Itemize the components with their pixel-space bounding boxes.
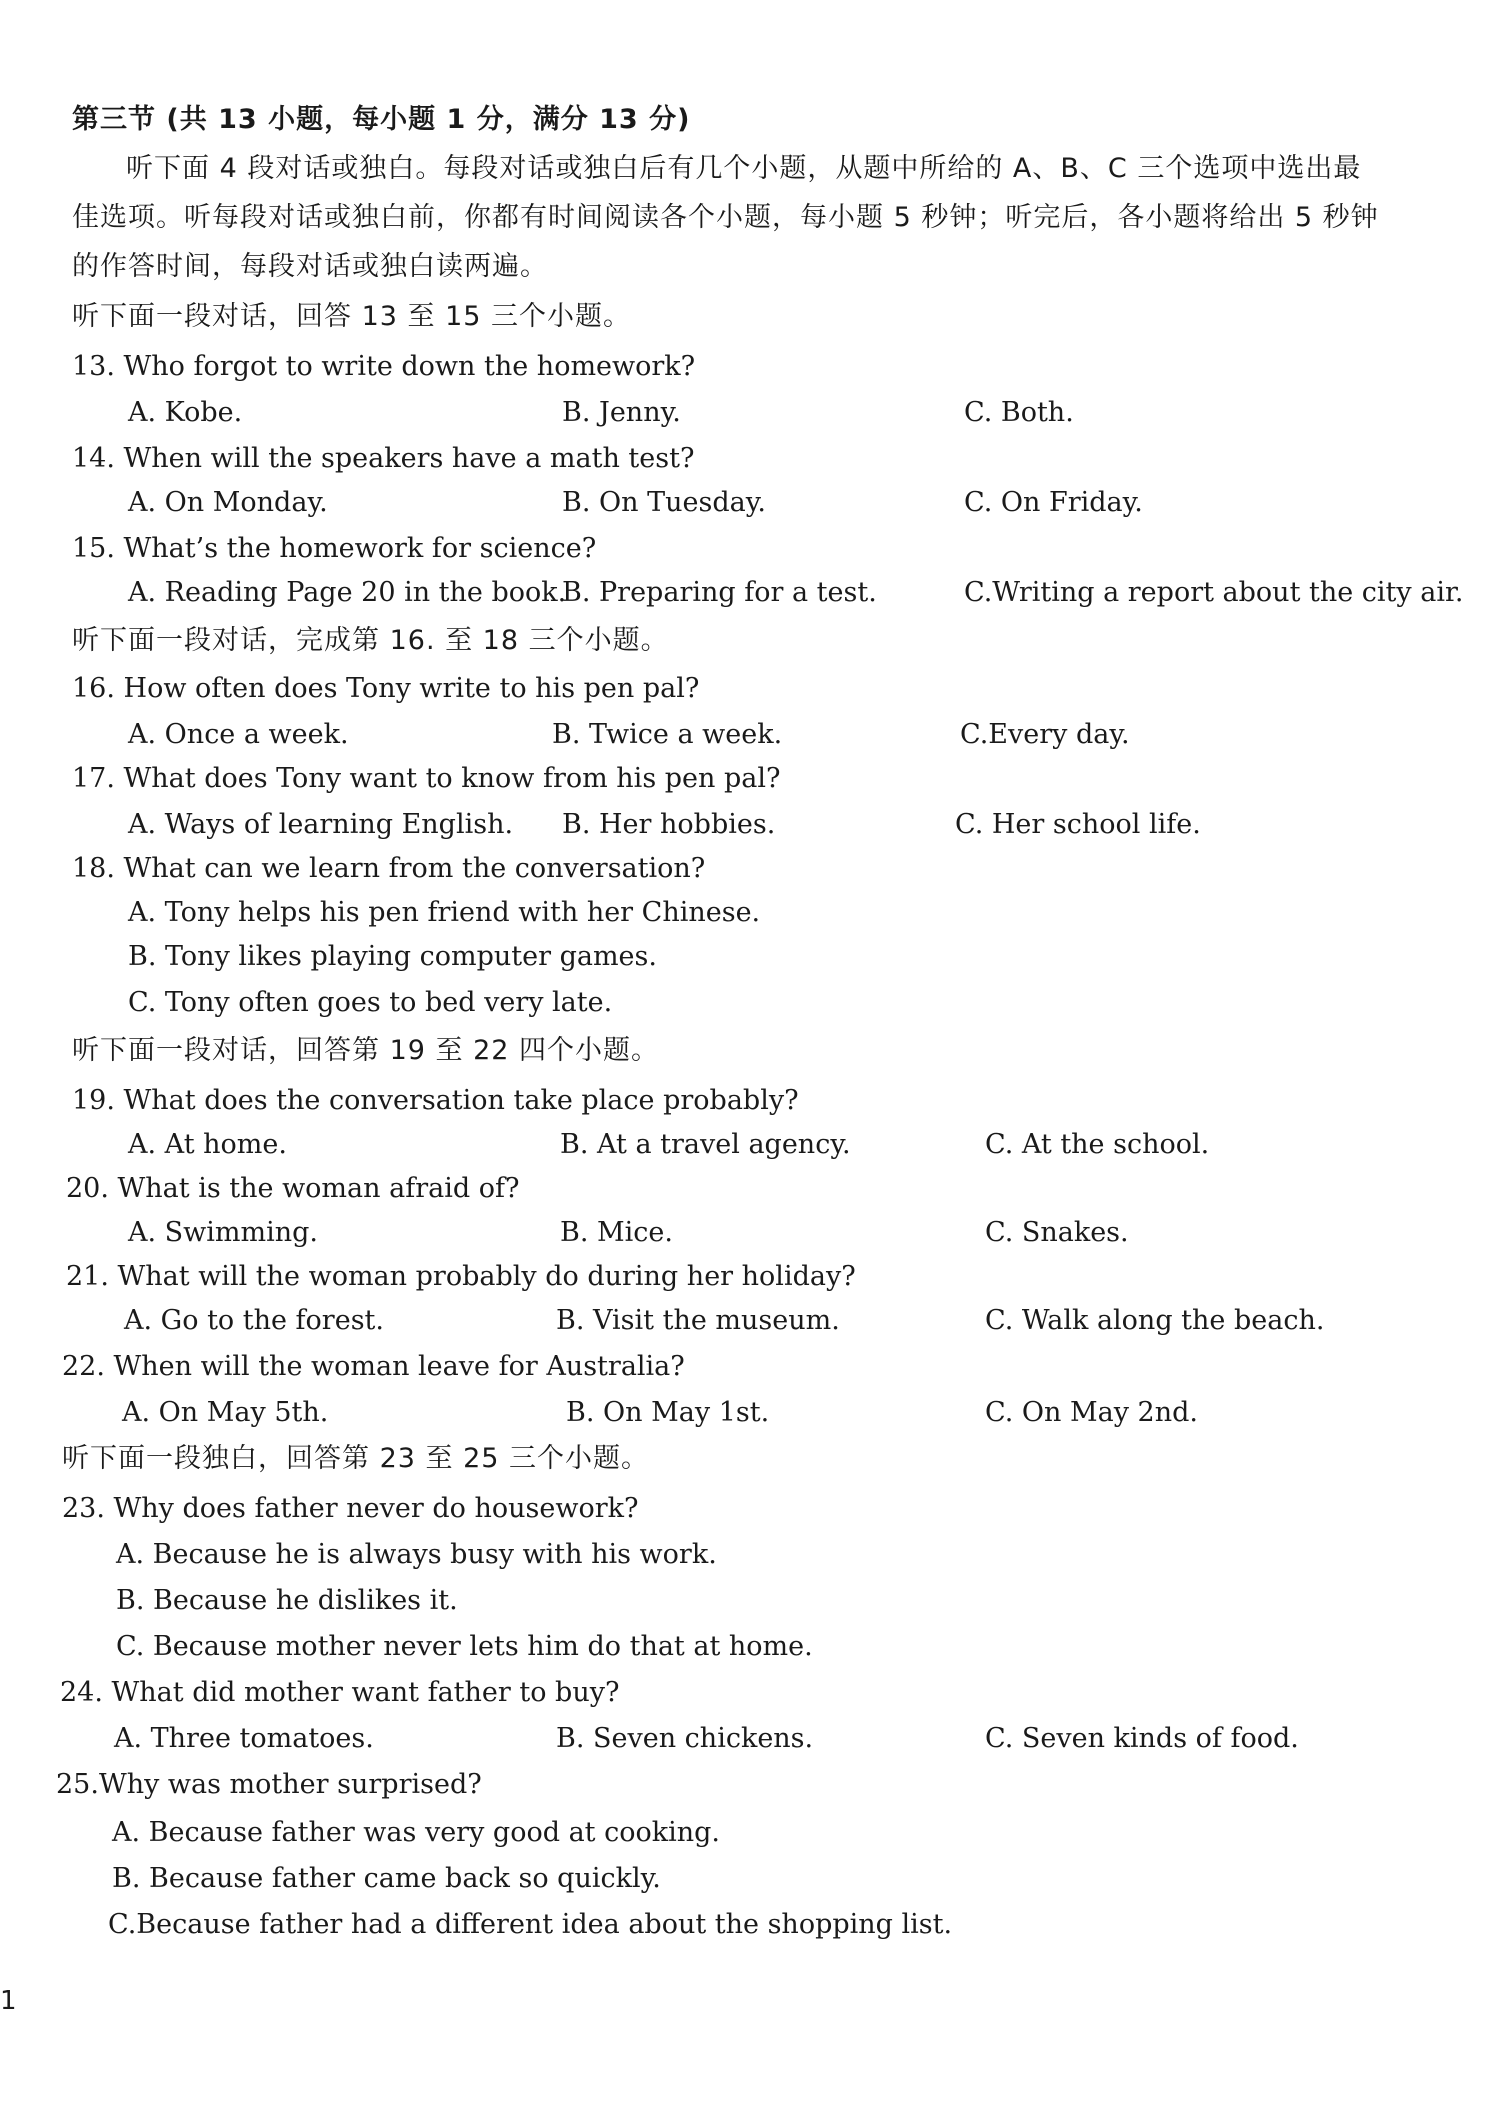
option-22-c: C. On May 2nd. (985, 1397, 1198, 1428)
group-intro: 听下面一段对话，回答 13 至 15 三个小题。 (72, 301, 632, 332)
question-16: 16. How often does Tony write to his pen pal? (72, 673, 700, 704)
option-21-c: C. Walk along the beach. (985, 1305, 1325, 1336)
option-21-a: A. Go to the forest. (124, 1305, 384, 1336)
question-25: 25.Why was mother surprised? (56, 1769, 482, 1800)
question-24: 24. What did mother want father to buy? (60, 1677, 620, 1708)
option-13-a: A. Kobe. (128, 397, 243, 428)
option-15-b: B. Preparing for a test. (562, 577, 877, 608)
option-24-a: A. Three tomatoes. (114, 1723, 374, 1754)
option-17-a: A. Ways of learning English. (128, 809, 514, 840)
option-19-a: A. At home. (128, 1129, 287, 1160)
option-19-b: B. At a travel agency. (560, 1129, 851, 1160)
option-14-c: C. On Friday. (964, 487, 1143, 518)
option-22-a: A. On May 5th. (122, 1397, 329, 1428)
question-14: 14. When will the speakers have a math test? (72, 443, 695, 474)
option-16-b: B. Twice a week. (552, 719, 783, 750)
option-16-a: A. Once a week. (128, 719, 349, 750)
question-13: 13. Who forgot to write down the homework? (72, 351, 696, 382)
option-15-a: A. Reading Page 20 in the book. (128, 577, 567, 608)
question-23: 23. Why does father never do housework? (62, 1493, 639, 1524)
option-25-b: B. Because father came back so quickly. (112, 1863, 661, 1894)
page-number: 1 (0, 1986, 17, 2016)
option-17-b: B. Her hobbies. (562, 809, 776, 840)
instruction-line: 佳选项。听每段对话或独白前，你都有时间阅读各个小题，每小题 5 秒钟；听完后，各小题将给出 5 秒钟 (72, 202, 1379, 233)
section-title: 第三节 (共 13 小题，每小题 1 分，满分 13 分) (72, 104, 691, 135)
option-19-c: C. At the school. (985, 1129, 1210, 1160)
option-13-c: C. Both. (964, 397, 1074, 428)
option-23-c: C. Because mother never lets him do that at home. (116, 1631, 813, 1662)
group-intro: 听下面一段对话，完成第 16. 至 18 三个小题。 (72, 625, 669, 656)
option-22-b: B. On May 1st. (566, 1397, 770, 1428)
option-16-c: C.Every day. (960, 719, 1130, 750)
question-18: 18. What can we learn from the conversation? (72, 853, 706, 884)
group-intro: 听下面一段对话，回答第 19 至 22 四个小题。 (72, 1035, 660, 1066)
option-14-a: A. On Monday. (128, 487, 328, 518)
option-15-c: C.Writing a report about the city air. (964, 577, 1464, 608)
question-15: 15. What’s the homework for science? (72, 533, 597, 564)
option-17-c: C. Her school life. (955, 809, 1201, 840)
option-25-c: C.Because father had a different idea about the shopping list. (108, 1909, 953, 1940)
option-24-b: B. Seven chickens. (556, 1723, 814, 1754)
question-21: 21. What will the woman probably do during her holiday? (66, 1261, 856, 1292)
instruction-line: 的作答时间，每段对话或独白读两遍。 (72, 251, 548, 282)
group-intro: 听下面一段独白，回答第 23 至 25 三个小题。 (62, 1443, 650, 1474)
question-17: 17. What does Tony want to know from his pen pal? (72, 763, 781, 794)
option-23-a: A. Because he is always busy with his work. (116, 1539, 717, 1570)
option-18-b: B. Tony likes playing computer games. (128, 941, 657, 972)
option-23-b: B. Because he dislikes it. (116, 1585, 458, 1616)
question-20: 20. What is the woman afraid of? (66, 1173, 520, 1204)
option-20-b: B. Mice. (560, 1217, 673, 1248)
question-19: 19. What does the conversation take place probably? (72, 1085, 799, 1116)
option-13-b: B. Jenny. (562, 397, 681, 428)
option-24-c: C. Seven kinds of food. (985, 1723, 1299, 1754)
option-20-a: A. Swimming. (128, 1217, 319, 1248)
question-22: 22. When will the woman leave for Australia? (62, 1351, 685, 1382)
option-18-a: A. Tony helps his pen friend with her Chinese. (128, 897, 761, 928)
instruction-line: 听下面 4 段对话或独白。每段对话或独白后有几个小题，从题中所给的 A、B、C 三个选项中选出最 (126, 153, 1362, 184)
option-20-c: C. Snakes. (985, 1217, 1129, 1248)
option-25-a: A. Because father was very good at cooking. (112, 1817, 721, 1848)
option-18-c: C. Tony often goes to bed very late. (128, 987, 613, 1018)
option-14-b: B. On Tuesday. (562, 487, 766, 518)
option-21-b: B. Visit the museum. (556, 1305, 840, 1336)
